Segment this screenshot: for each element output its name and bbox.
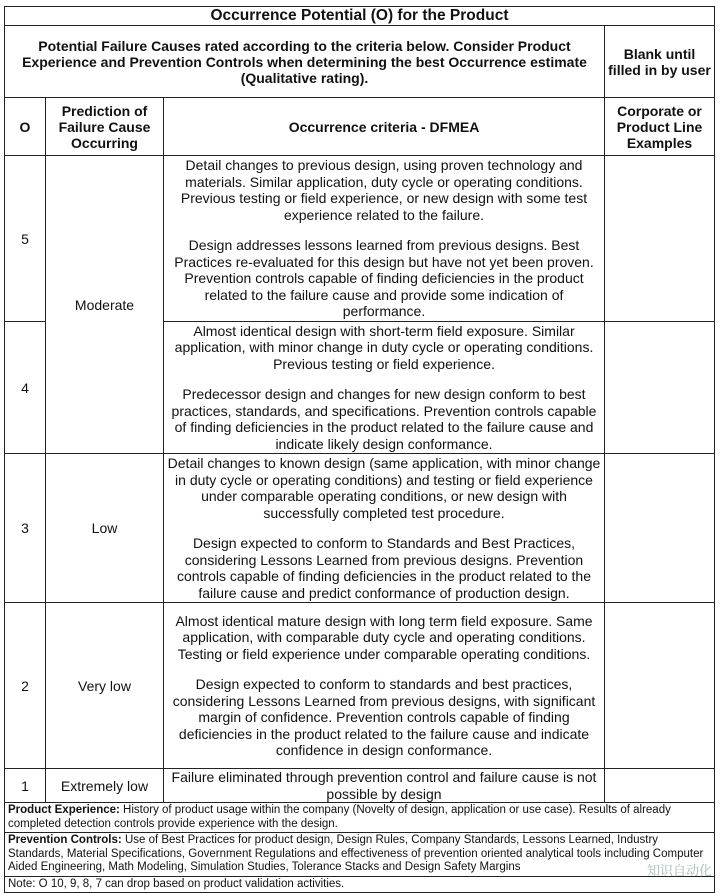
row-o: 2: [5, 603, 46, 769]
table-title: Occurrence Potential (O) for the Product: [5, 7, 715, 26]
row-criteria: [164, 454, 605, 603]
header-prediction: Prediction of Failure Cause Occurring: [46, 98, 164, 156]
row-prediction: Moderate: [46, 156, 164, 454]
table-row: [5, 769, 715, 803]
row-criteria: [164, 156, 605, 322]
header-o: O: [5, 98, 46, 156]
criteria-text: Almost identical design with short-term field exposure. Similar application, with minor change in duty cycle or operating conditions. Previous testing or field experience.: [174, 322, 594, 372]
criteria-text: Design expected to conform to Standards and Best Practices, considering Lessons Learned from previous designs. Prevention controls capable of finding deficiencies in the product related to the failure cause and predict conformance of production design.: [176, 535, 592, 601]
occurrence-table: [4, 6, 715, 893]
prevention-controls-text: Use of Best Practices for product design, Design Rules, Company Standards, Lessons Learned, Industry Standards, Material Specifications, Government Regulations and effectiveness of prevention oriented analytical tools including Computer Aided Engineering, Math Modeling, Simulation Studies, Tolerance Stacks and Design Safety Margins: [8, 834, 704, 873]
row-prediction: Very low: [46, 603, 164, 769]
row-examples: [605, 322, 715, 454]
row-examples: [605, 769, 715, 803]
criteria-text: Design addresses lessons learned from previous designs. Best Practices re-evaluated for this design but have not yet been proven. Prevention controls capable of finding deficiencies in the product related to the failure cause and provide some indication of performance.: [174, 237, 594, 320]
criteria-text: Detail changes to previous design, using proven technology and materials. Similar application, duty cycle or operating conditions. Previous testing or field experience, or new design with some test experience related to the failure.: [180, 157, 588, 223]
product-experience-text: History of product usage within the company (Novelty of design, application or use case). Results of already completed detection controls provide experience with the design.: [8, 804, 671, 830]
product-experience-label: Product Experience:: [8, 804, 120, 816]
table-row: [5, 454, 715, 603]
header-examples: Corporate or Product Line Examples: [605, 98, 715, 156]
intro-text: Potential Failure Causes rated according to the criteria below. Consider Product Experience and Prevention Controls when determining the best Occurrence estimate (Qualitative rating).: [5, 26, 605, 98]
criteria-text: Design expected to conform to standards and best practices, considering Lessons Learned from previous designs, with significant margin of confidence. Prevention controls capable of finding deficiencies in the product related to the failure cause and indicate confidence in design conformance.: [172, 676, 596, 758]
watermark: 知识自动化: [646, 863, 712, 878]
row-criteria: [164, 603, 605, 769]
validation-note: Note: O 10, 9, 8, 7 can drop based on product validation activities.: [5, 876, 715, 893]
criteria-text: Predecessor design and changes for new design conform to best practices, standards, and specifications. Prevention controls capable of finding deficiencies in the product related to the failure cause and indicate likely design conformance.: [171, 386, 597, 452]
criteria-text: Failure eliminated through prevention control and failure cause is not possible by design: [171, 769, 597, 802]
row-examples: [605, 603, 715, 769]
prevention-controls-note: [5, 833, 715, 877]
row-criteria: [164, 322, 605, 454]
criteria-text: Detail changes to known design (same application, with minor change in duty cycle or operating conditions) and testing or field experience under comparable operating conditions, or new design with successfully completed test procedure.: [167, 455, 601, 521]
row-o: 3: [5, 454, 46, 603]
row-examples: [605, 454, 715, 603]
row-criteria: [164, 769, 605, 803]
header-criteria: Occurrence criteria - DFMEA: [164, 98, 605, 156]
row-o: 5: [5, 156, 46, 322]
prevention-controls-label: Prevention Controls:: [8, 834, 122, 846]
row-prediction: Extremely low: [46, 769, 164, 803]
row-o: 4: [5, 322, 46, 454]
row-o: 1: [5, 769, 46, 803]
row-prediction: Low: [46, 454, 164, 603]
criteria-text: Almost identical mature design with long term field exposure. Same application, with comparable duty cycle and operating conditions. Testing or field experience under comparable operating conditions.: [175, 612, 593, 662]
product-experience-note: [5, 803, 715, 833]
row-examples: [605, 156, 715, 322]
table-row: [5, 156, 715, 322]
table-row: [5, 603, 715, 769]
blank-note: Blank until filled in by user: [605, 26, 715, 98]
